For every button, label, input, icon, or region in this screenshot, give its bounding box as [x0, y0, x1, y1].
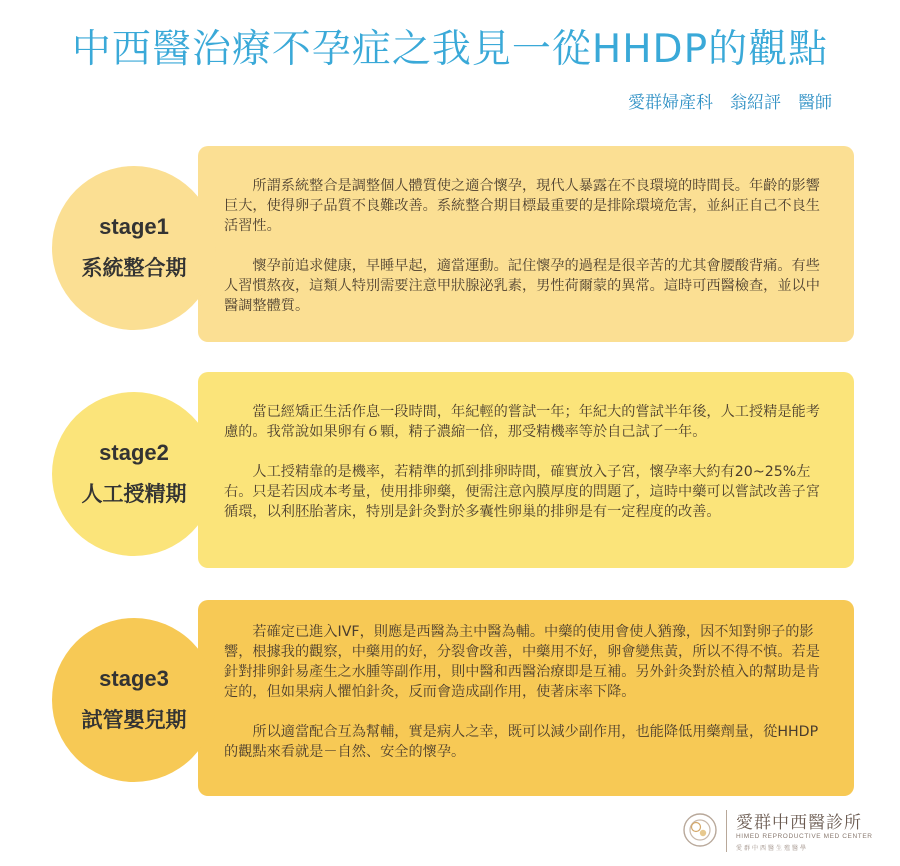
clinic-english-name: HIMED REPRODUCTIVE MED CENTER: [736, 833, 873, 840]
stage2-paragraph-2: 人工授精靠的是機率，若精準的抓到排卵時間，確實放入子宮，懷孕率大約有20~25%左右。只是若因成本考量，使用排卵藥，便需注意內膜厚度的問題了，這時中藥可以嘗試改善子宮循環，以利胚胎著床，特別是針灸對於多囊性卵巢的排卵是有一定程度的改善。: [224, 464, 820, 520]
stage2-circle: [52, 392, 216, 556]
clinic-name: 愛群中西醫診所: [736, 813, 862, 833]
stage1-label: 系統整合期: [81, 256, 187, 280]
stage3-circle: [52, 618, 216, 782]
stage3-paragraph-1: 若確定已進入IVF，則應是西醫為主中醫為輔。中藥的使用會使人猶豫，因不知對卵子的影響，根據我的觀察，中藥用的好，分裂會改善，中藥用不好，卵會變焦黃，所以不得不慎。若是針對排卵針易產生之水腫等副作用，則中醫和西醫治療即是互補。另外針灸對於植入的幫助是肯定的，但如果病人懼怕針灸，反而會造成副作用，使著床率下降。: [224, 624, 820, 700]
stage2-paragraph-1: 當已經矯正生活作息一段時間，年紀輕的嘗試一年；年紀大的嘗試半年後，人工授精是能考慮的。我常說如果卵有６顆，精子濃縮一倍，那受精機率等於自己試了一年。: [224, 404, 820, 440]
page-title: 中西醫治療不孕症之我見一從HHDP的觀點: [71, 27, 829, 72]
author-byline: 愛群婦產科 翁紹評 醫師: [628, 93, 832, 113]
stage2-number: stage2: [99, 440, 169, 465]
stage1-number: stage1: [99, 214, 169, 239]
stage1-circle: [52, 166, 216, 330]
clinic-logo-icon: [682, 812, 718, 848]
stage3-card: [198, 600, 854, 796]
stage1-paragraph-2: 懷孕前追求健康，早睡早起，適當運動。記住懷孕的過程是很辛苦的尤其會腰酸背痛。有些人習慣熬夜，這類人特別需要注意甲狀腺泌乳素，男性荷爾蒙的異常。這時可西醫檢查，並以中醫調整體質。: [224, 258, 820, 314]
stage2-card: [198, 372, 854, 568]
logo-divider: [726, 810, 727, 852]
clinic-small-chinese: 愛群中西醫生殖醫學: [736, 845, 809, 852]
clinic-logo: [682, 806, 882, 856]
stage2-label: 人工授精期: [81, 482, 187, 506]
stage3-number: stage3: [99, 666, 169, 691]
stage3-paragraph-2: 所以適當配合互為幫輔，實是病人之幸，既可以減少副作用，也能降低用藥劑量，從HHDP的觀點來看就是－自然、安全的懷孕。: [224, 724, 819, 760]
stage1-card: [198, 146, 854, 342]
stage1-paragraph-1: 所謂系統整合是調整個人體質使之適合懷孕，現代人暴露在不良環境的時間長。年齡的影響巨大，使得卵子品質不良難改善。系統整合期目標最重要的是排除環境危害，並糾正自己不良生活習性。: [224, 178, 820, 234]
stage3-label: 試管嬰兒期: [81, 708, 187, 732]
